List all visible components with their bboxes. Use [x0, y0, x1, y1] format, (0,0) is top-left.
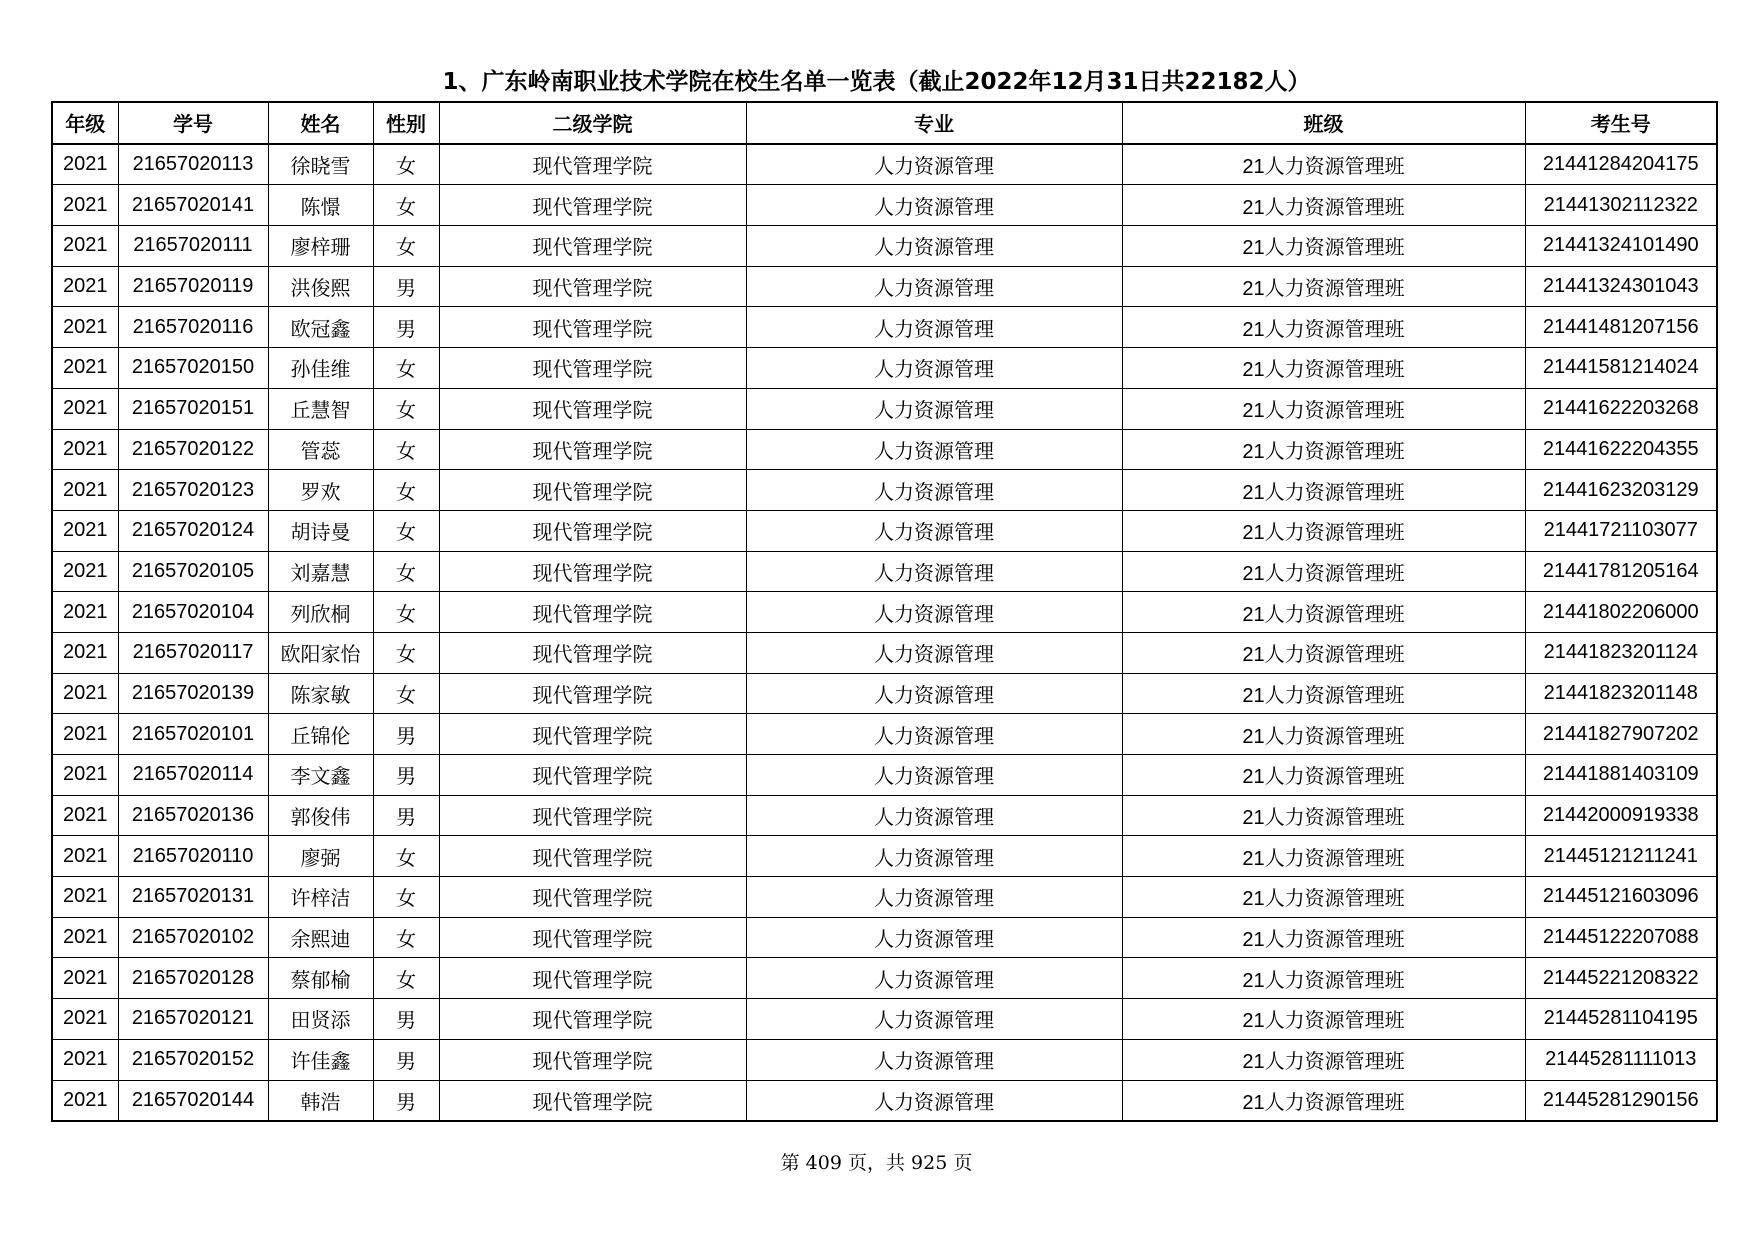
cell-name: 许梓洁 [268, 877, 373, 918]
cell-name: 陈家敏 [268, 673, 373, 714]
cell-exam-id: 21441302112322 [1525, 185, 1717, 226]
cell-major: 人力资源管理 [746, 1080, 1122, 1121]
cell-major: 人力资源管理 [746, 226, 1122, 267]
cell-name: 许佳鑫 [268, 1039, 373, 1080]
cell-major: 人力资源管理 [746, 632, 1122, 673]
cell-college: 现代管理学院 [439, 470, 746, 511]
cell-gender: 女 [373, 836, 439, 877]
cell-class: 21人力资源管理班 [1122, 999, 1525, 1040]
table-row [52, 470, 1717, 511]
cell-gender: 女 [373, 917, 439, 958]
cell-student-id: 21657020136 [118, 795, 268, 836]
cell-name: 刘嘉慧 [268, 551, 373, 592]
table-row [52, 592, 1717, 633]
table-row [52, 999, 1717, 1040]
cell-major: 人力资源管理 [746, 795, 1122, 836]
cell-major: 人力资源管理 [746, 144, 1122, 185]
cell-student-id: 21657020152 [118, 1039, 268, 1080]
cell-exam-id: 21441623203129 [1525, 470, 1717, 511]
cell-grade: 2021 [52, 632, 118, 673]
cell-college: 现代管理学院 [439, 144, 746, 185]
cell-grade: 2021 [52, 755, 118, 796]
cell-grade: 2021 [52, 1039, 118, 1080]
cell-major: 人力资源管理 [746, 185, 1122, 226]
cell-college: 现代管理学院 [439, 714, 746, 755]
cell-gender: 男 [373, 307, 439, 348]
cell-name: 罗欢 [268, 470, 373, 511]
cell-college: 现代管理学院 [439, 836, 746, 877]
cell-gender: 女 [373, 144, 439, 185]
cell-student-id: 21657020144 [118, 1080, 268, 1121]
cell-class: 21人力资源管理班 [1122, 755, 1525, 796]
cell-class: 21人力资源管理班 [1122, 958, 1525, 999]
table-row [52, 714, 1717, 755]
cell-class: 21人力资源管理班 [1122, 226, 1525, 267]
cell-exam-id: 21441781205164 [1525, 551, 1717, 592]
table-row [52, 429, 1717, 470]
cell-college: 现代管理学院 [439, 266, 746, 307]
column-header-exam-id: 考生号 [1525, 102, 1717, 144]
cell-grade: 2021 [52, 429, 118, 470]
cell-gender: 女 [373, 348, 439, 389]
cell-college: 现代管理学院 [439, 551, 746, 592]
cell-grade: 2021 [52, 226, 118, 267]
cell-gender: 女 [373, 551, 439, 592]
table-row [52, 755, 1717, 796]
cell-college: 现代管理学院 [439, 388, 746, 429]
cell-major: 人力资源管理 [746, 1039, 1122, 1080]
cell-exam-id: 21442000919338 [1525, 795, 1717, 836]
cell-college: 现代管理学院 [439, 510, 746, 551]
cell-name: 李文鑫 [268, 755, 373, 796]
cell-name: 管蕊 [268, 429, 373, 470]
cell-class: 21人力资源管理班 [1122, 877, 1525, 918]
column-header-grade: 年级 [52, 102, 118, 144]
cell-grade: 2021 [52, 877, 118, 918]
cell-grade: 2021 [52, 673, 118, 714]
cell-college: 现代管理学院 [439, 592, 746, 633]
cell-class: 21人力资源管理班 [1122, 144, 1525, 185]
table-row [52, 836, 1717, 877]
cell-college: 现代管理学院 [439, 1039, 746, 1080]
cell-exam-id: 21441622204355 [1525, 429, 1717, 470]
column-header-gender: 性别 [373, 102, 439, 144]
cell-class: 21人力资源管理班 [1122, 1039, 1525, 1080]
cell-student-id: 21657020123 [118, 470, 268, 511]
cell-gender: 女 [373, 388, 439, 429]
table-row [52, 1080, 1717, 1121]
table-row [52, 632, 1717, 673]
cell-student-id: 21657020101 [118, 714, 268, 755]
cell-class: 21人力资源管理班 [1122, 429, 1525, 470]
cell-gender: 男 [373, 795, 439, 836]
cell-gender: 女 [373, 510, 439, 551]
cell-exam-id: 21441481207156 [1525, 307, 1717, 348]
table-row [52, 185, 1717, 226]
cell-grade: 2021 [52, 510, 118, 551]
cell-college: 现代管理学院 [439, 755, 746, 796]
cell-college: 现代管理学院 [439, 877, 746, 918]
cell-grade: 2021 [52, 388, 118, 429]
cell-major: 人力资源管理 [746, 592, 1122, 633]
cell-name: 韩浩 [268, 1080, 373, 1121]
table-header-row [52, 102, 1717, 144]
cell-exam-id: 21441827907202 [1525, 714, 1717, 755]
cell-college: 现代管理学院 [439, 958, 746, 999]
cell-exam-id: 21441622203268 [1525, 388, 1717, 429]
cell-grade: 2021 [52, 714, 118, 755]
cell-major: 人力资源管理 [746, 877, 1122, 918]
cell-gender: 男 [373, 999, 439, 1040]
cell-student-id: 21657020150 [118, 348, 268, 389]
cell-exam-id: 21441324301043 [1525, 266, 1717, 307]
cell-grade: 2021 [52, 836, 118, 877]
cell-college: 现代管理学院 [439, 226, 746, 267]
cell-exam-id: 21445121211241 [1525, 836, 1717, 877]
cell-class: 21人力资源管理班 [1122, 673, 1525, 714]
cell-class: 21人力资源管理班 [1122, 551, 1525, 592]
cell-major: 人力资源管理 [746, 307, 1122, 348]
cell-class: 21人力资源管理班 [1122, 307, 1525, 348]
column-header-college: 二级学院 [439, 102, 746, 144]
cell-exam-id: 21441581214024 [1525, 348, 1717, 389]
cell-college: 现代管理学院 [439, 795, 746, 836]
table-row [52, 226, 1717, 267]
cell-name: 廖梓珊 [268, 226, 373, 267]
cell-student-id: 21657020128 [118, 958, 268, 999]
student-roster-table [51, 101, 1718, 1122]
cell-college: 现代管理学院 [439, 307, 746, 348]
cell-name: 洪俊熙 [268, 266, 373, 307]
cell-student-id: 21657020111 [118, 226, 268, 267]
cell-major: 人力资源管理 [746, 999, 1122, 1040]
column-header-major: 专业 [746, 102, 1122, 144]
cell-gender: 女 [373, 470, 439, 511]
cell-college: 现代管理学院 [439, 673, 746, 714]
cell-class: 21人力资源管理班 [1122, 185, 1525, 226]
cell-gender: 女 [373, 429, 439, 470]
table-row [52, 673, 1717, 714]
table-body [52, 144, 1717, 1122]
table-row [52, 551, 1717, 592]
cell-exam-id: 21445122207088 [1525, 917, 1717, 958]
cell-name: 徐晓雪 [268, 144, 373, 185]
cell-gender: 女 [373, 226, 439, 267]
table-row [52, 388, 1717, 429]
cell-major: 人力资源管理 [746, 348, 1122, 389]
cell-class: 21人力资源管理班 [1122, 348, 1525, 389]
cell-name: 列欣桐 [268, 592, 373, 633]
cell-name: 孙佳维 [268, 348, 373, 389]
table-row [52, 795, 1717, 836]
cell-grade: 2021 [52, 144, 118, 185]
column-header-student-id: 学号 [118, 102, 268, 144]
cell-gender: 男 [373, 714, 439, 755]
cell-grade: 2021 [52, 266, 118, 307]
cell-grade: 2021 [52, 1080, 118, 1121]
cell-class: 21人力资源管理班 [1122, 592, 1525, 633]
cell-class: 21人力资源管理班 [1122, 632, 1525, 673]
cell-exam-id: 21441823201124 [1525, 632, 1717, 673]
cell-gender: 女 [373, 877, 439, 918]
cell-exam-id: 21441802206000 [1525, 592, 1717, 633]
cell-student-id: 21657020105 [118, 551, 268, 592]
table-row [52, 1039, 1717, 1080]
cell-student-id: 21657020131 [118, 877, 268, 918]
column-header-class: 班级 [1122, 102, 1525, 144]
cell-name: 郭俊伟 [268, 795, 373, 836]
cell-gender: 男 [373, 1039, 439, 1080]
cell-student-id: 21657020113 [118, 144, 268, 185]
table-row [52, 917, 1717, 958]
cell-major: 人力资源管理 [746, 266, 1122, 307]
cell-name: 余熙迪 [268, 917, 373, 958]
cell-class: 21人力资源管理班 [1122, 470, 1525, 511]
cell-gender: 男 [373, 266, 439, 307]
table-row [52, 307, 1717, 348]
cell-college: 现代管理学院 [439, 429, 746, 470]
cell-college: 现代管理学院 [439, 348, 746, 389]
cell-class: 21人力资源管理班 [1122, 266, 1525, 307]
cell-gender: 女 [373, 592, 439, 633]
cell-college: 现代管理学院 [439, 632, 746, 673]
cell-student-id: 21657020121 [118, 999, 268, 1040]
cell-grade: 2021 [52, 551, 118, 592]
cell-student-id: 21657020139 [118, 673, 268, 714]
cell-exam-id: 21441284204175 [1525, 144, 1717, 185]
cell-major: 人力资源管理 [746, 429, 1122, 470]
cell-student-id: 21657020151 [118, 388, 268, 429]
cell-exam-id: 21445281104195 [1525, 999, 1717, 1040]
cell-name: 欧阳家怡 [268, 632, 373, 673]
cell-class: 21人力资源管理班 [1122, 714, 1525, 755]
cell-student-id: 21657020141 [118, 185, 268, 226]
cell-class: 21人力资源管理班 [1122, 917, 1525, 958]
page-footer: 第 409 页，共 925 页 [780, 1152, 973, 1174]
cell-name: 田贤添 [268, 999, 373, 1040]
cell-class: 21人力资源管理班 [1122, 1080, 1525, 1121]
page-title: 1、广东岭南职业技术学院在校生名单一览表（截止2022年12月31日共22182人） [442, 69, 1311, 95]
cell-exam-id: 21441881403109 [1525, 755, 1717, 796]
cell-gender: 男 [373, 755, 439, 796]
cell-major: 人力资源管理 [746, 388, 1122, 429]
cell-college: 现代管理学院 [439, 999, 746, 1040]
cell-name: 廖弼 [268, 836, 373, 877]
cell-student-id: 21657020102 [118, 917, 268, 958]
table-row [52, 958, 1717, 999]
cell-grade: 2021 [52, 999, 118, 1040]
cell-name: 丘慧智 [268, 388, 373, 429]
cell-exam-id: 21445281290156 [1525, 1080, 1717, 1121]
table-row [52, 877, 1717, 918]
cell-class: 21人力资源管理班 [1122, 795, 1525, 836]
cell-name: 蔡郁榆 [268, 958, 373, 999]
cell-student-id: 21657020104 [118, 592, 268, 633]
cell-name: 胡诗曼 [268, 510, 373, 551]
cell-college: 现代管理学院 [439, 917, 746, 958]
cell-exam-id: 21441721103077 [1525, 510, 1717, 551]
table-row [52, 348, 1717, 389]
cell-major: 人力资源管理 [746, 673, 1122, 714]
cell-major: 人力资源管理 [746, 470, 1122, 511]
cell-gender: 女 [373, 632, 439, 673]
cell-class: 21人力资源管理班 [1122, 388, 1525, 429]
cell-grade: 2021 [52, 592, 118, 633]
cell-class: 21人力资源管理班 [1122, 836, 1525, 877]
cell-student-id: 21657020116 [118, 307, 268, 348]
cell-grade: 2021 [52, 185, 118, 226]
cell-grade: 2021 [52, 958, 118, 999]
cell-exam-id: 21441324101490 [1525, 226, 1717, 267]
cell-exam-id: 21445121603096 [1525, 877, 1717, 918]
column-header-name: 姓名 [268, 102, 373, 144]
cell-gender: 女 [373, 958, 439, 999]
cell-student-id: 21657020110 [118, 836, 268, 877]
cell-grade: 2021 [52, 470, 118, 511]
cell-name: 丘锦伦 [268, 714, 373, 755]
cell-name: 陈憬 [268, 185, 373, 226]
table-row [52, 266, 1717, 307]
cell-major: 人力资源管理 [746, 755, 1122, 796]
cell-gender: 女 [373, 185, 439, 226]
table-row [52, 144, 1717, 185]
cell-student-id: 21657020119 [118, 266, 268, 307]
cell-grade: 2021 [52, 795, 118, 836]
cell-student-id: 21657020117 [118, 632, 268, 673]
cell-grade: 2021 [52, 307, 118, 348]
cell-major: 人力资源管理 [746, 714, 1122, 755]
cell-college: 现代管理学院 [439, 1080, 746, 1121]
cell-student-id: 21657020124 [118, 510, 268, 551]
cell-major: 人力资源管理 [746, 551, 1122, 592]
cell-gender: 女 [373, 673, 439, 714]
cell-grade: 2021 [52, 917, 118, 958]
cell-major: 人力资源管理 [746, 836, 1122, 877]
cell-student-id: 21657020122 [118, 429, 268, 470]
cell-gender: 男 [373, 1080, 439, 1121]
cell-exam-id: 21445281111013 [1525, 1039, 1717, 1080]
cell-major: 人力资源管理 [746, 958, 1122, 999]
cell-exam-id: 21441823201148 [1525, 673, 1717, 714]
cell-college: 现代管理学院 [439, 185, 746, 226]
cell-major: 人力资源管理 [746, 510, 1122, 551]
cell-major: 人力资源管理 [746, 917, 1122, 958]
cell-name: 欧冠鑫 [268, 307, 373, 348]
cell-student-id: 21657020114 [118, 755, 268, 796]
cell-grade: 2021 [52, 348, 118, 389]
cell-exam-id: 21445221208322 [1525, 958, 1717, 999]
cell-class: 21人力资源管理班 [1122, 510, 1525, 551]
table-row [52, 510, 1717, 551]
